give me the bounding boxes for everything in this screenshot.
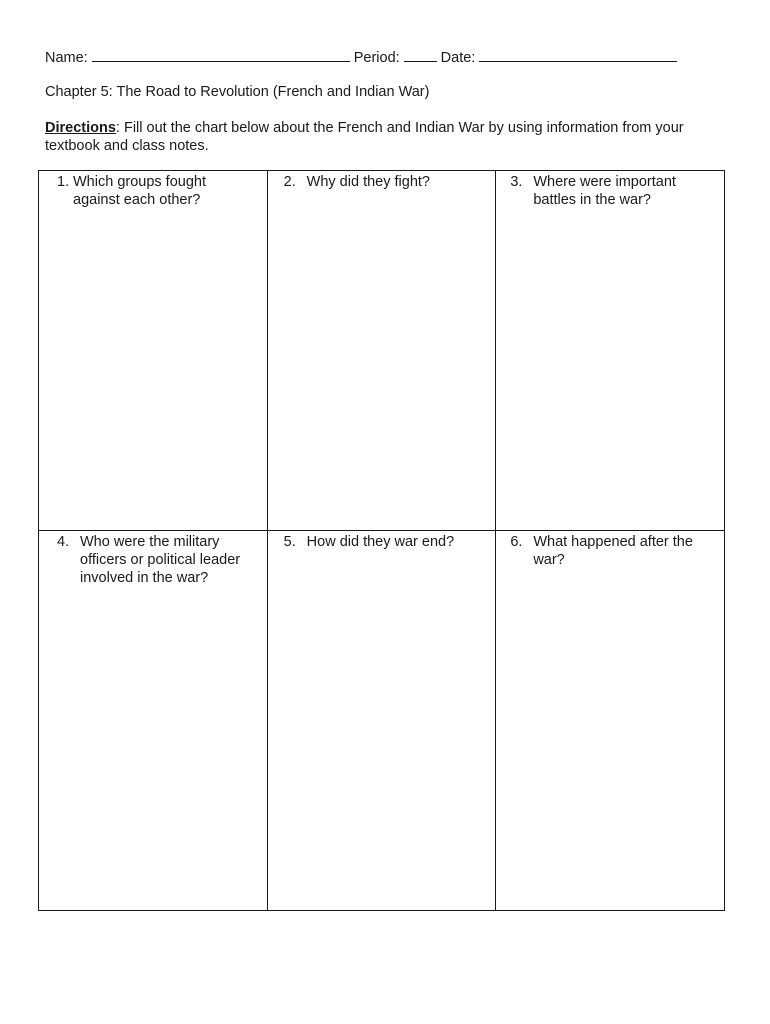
answer-cell-5[interactable] bbox=[267, 531, 496, 911]
period-blank[interactable] bbox=[404, 47, 437, 62]
answer-cell-1[interactable] bbox=[39, 171, 268, 531]
period-label: Period: bbox=[353, 50, 400, 66]
name-blank[interactable] bbox=[92, 47, 350, 62]
question-2 bbox=[268, 173, 496, 191]
date-label: Date: bbox=[440, 50, 476, 66]
question-text: What happened after the war? bbox=[533, 534, 693, 568]
question-text: Why did they fight? bbox=[306, 174, 430, 190]
question-number: 2. bbox=[283, 174, 296, 190]
question-text: Where were important battles in the war? bbox=[533, 174, 676, 208]
question-text: Which groups fought against each other? bbox=[73, 174, 206, 208]
answer-cell-2[interactable] bbox=[267, 171, 496, 531]
question-4 bbox=[39, 533, 267, 587]
question-number: 5. bbox=[283, 534, 296, 550]
chapter-title: Chapter 5: The Road to Revolution (French and Indian War) bbox=[45, 84, 430, 100]
question-text: How did they war end? bbox=[306, 534, 455, 550]
question-number: 1. bbox=[57, 174, 70, 190]
answer-cell-3[interactable] bbox=[496, 171, 725, 531]
question-number: 4. bbox=[57, 534, 70, 550]
table-row bbox=[39, 171, 725, 531]
question-5 bbox=[268, 533, 496, 551]
answer-cell-4[interactable] bbox=[39, 531, 268, 911]
answer-cell-6[interactable] bbox=[496, 531, 725, 911]
question-number: 3. bbox=[510, 174, 523, 190]
directions bbox=[45, 119, 735, 155]
date-blank[interactable] bbox=[479, 47, 677, 62]
question-1 bbox=[39, 173, 267, 209]
directions-text: : Fill out the chart below about the French and Indian War by using information from your textbook and class notes. bbox=[45, 120, 684, 154]
question-6 bbox=[496, 533, 724, 569]
question-number: 6. bbox=[510, 534, 523, 550]
directions-label: Directions bbox=[45, 120, 116, 136]
question-text: Who were the military officers or political leader involved in the war? bbox=[80, 534, 241, 586]
table-row bbox=[39, 531, 725, 911]
student-info-line bbox=[45, 47, 681, 66]
worksheet-chart bbox=[38, 170, 725, 911]
question-3 bbox=[496, 173, 724, 209]
name-label: Name: bbox=[45, 50, 88, 66]
